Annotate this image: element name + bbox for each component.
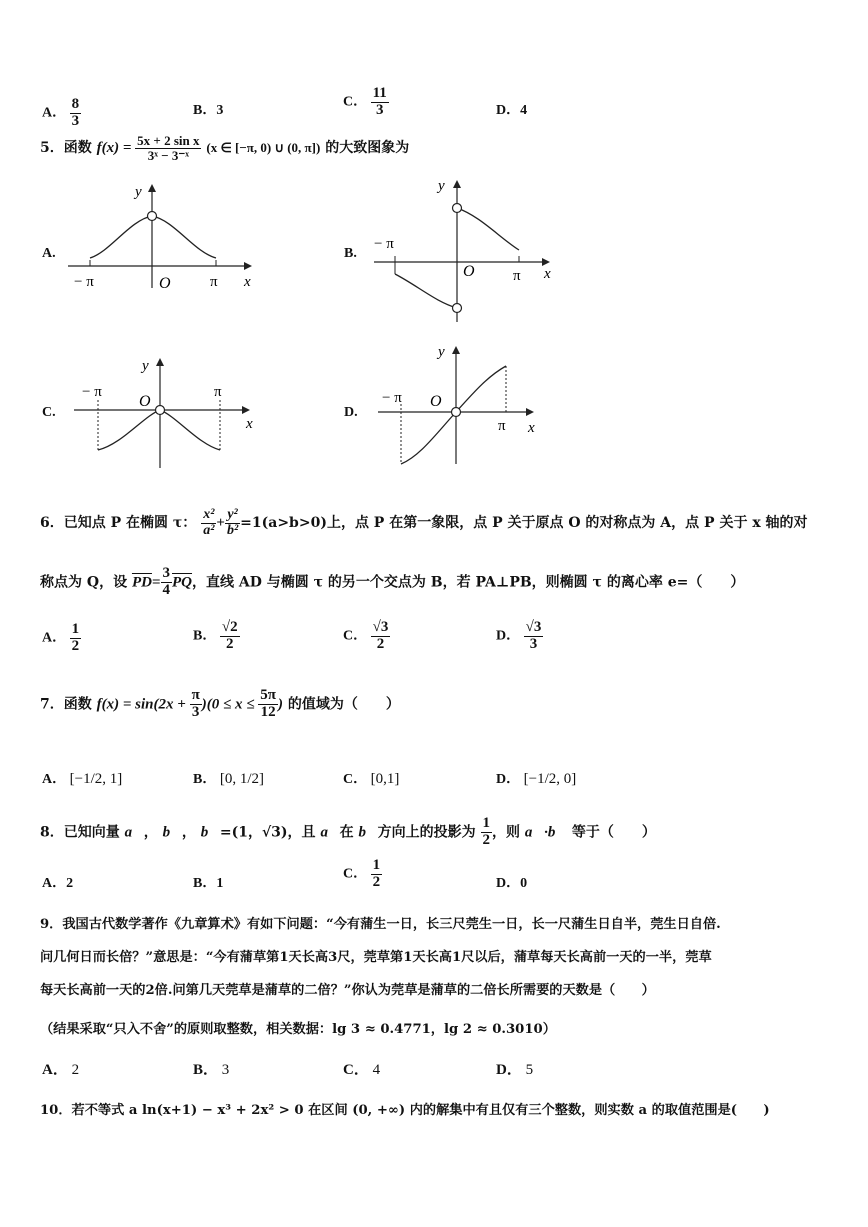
open-point — [156, 406, 165, 415]
q4-option-a[interactable]: A． $\frac{8}{3}$ — [42, 96, 80, 129]
q7-option-a[interactable]: A． [−1/2, 1] — [42, 771, 123, 787]
q9-option-d[interactable]: D． 5 — [496, 1062, 534, 1078]
q8-option-b[interactable]: B．1 — [193, 876, 224, 891]
q7-option-b[interactable]: B． [0, 1/2] — [193, 771, 265, 787]
label-origin: O — [159, 275, 171, 292]
q9-option-b[interactable]: B． 3 — [193, 1062, 230, 1078]
x-axis-arrow — [526, 408, 534, 416]
q9-line3: 每天长高前一天的2倍.问第几天莞草是蒲草的二倍？”你认为莞草是蒲草的二倍长所需要的天数是（ ） — [40, 983, 655, 998]
vector-pq: $\overline{PQ}$ — [172, 574, 193, 591]
q6-line2: 称点为 Q，设 $\overline{PD}=$ $\frac{3}{4}$ $\overline{PQ}$，直线 AD 与椭圆 τ 的另一个交点为 B，若 PA⊥PB，则椭圆 τ 的离心率 e=（ ） — [40, 565, 745, 598]
x-axis-arrow — [242, 406, 250, 414]
q6-ellipse-term2: $\frac{\text{y²}}{\text{b²}}$ — [226, 507, 239, 538]
curve-left — [395, 274, 457, 308]
q4-option-a-fraction: $\frac{8}{3}$ — [71, 96, 80, 129]
label-y: y — [438, 344, 445, 360]
vector-b-3: b⃗ — [358, 824, 378, 841]
y-axis-arrow — [453, 180, 461, 188]
x-axis-arrow — [244, 262, 252, 270]
label-pi: π — [214, 384, 222, 400]
q6-option-c-fraction: $\frac{√3}{2}$ — [372, 619, 389, 652]
q5-graph-a-label[interactable]: A. — [42, 246, 56, 261]
label-y: y — [135, 184, 142, 200]
q5-graph-b-label[interactable]: B. — [344, 246, 357, 261]
q5-graph-d[interactable] — [370, 338, 550, 466]
q6-line1: 6．已知点 P 在椭圆 τ： $\frac{\text{x²}}{\text{a²}}$ + $\frac{\text{y²}}{\text{b²}}$ =1(a>b>0)上，点 P 在第一象限，点 P 关于原点 O 的对称点为 A，点 P 关于 x 轴的对 — [40, 507, 808, 538]
label-pi: π — [210, 274, 218, 290]
q9-line2: 问几何日而长倍？”意思是：“今有蒲草第1天长高3尺，莞草第1天长高1尺以后，蒲草每天长高前一天的一半，莞草 — [40, 950, 712, 965]
q7-option-d[interactable]: D． [−1/2, 0] — [496, 771, 577, 787]
label-neg-pi: − π — [382, 390, 402, 406]
q7-pi-over-3: $\frac{\pi}{3}$ — [191, 687, 200, 720]
y-axis-arrow — [156, 358, 164, 366]
q8-option-c-fraction: $\frac{1}{2}$ — [372, 857, 381, 890]
q4-option-c[interactable]: C． $\frac{11}{3}$ — [343, 85, 387, 118]
q5-graph-d-label[interactable]: D. — [344, 405, 358, 420]
y-axis-arrow — [148, 184, 156, 192]
q6-ellipse-term1: $\frac{\text{x²}}{\text{a²}}$ — [203, 507, 215, 538]
q7-option-c[interactable]: C． [0,1] — [343, 771, 400, 787]
q10-stem: 10．若不等式 a ln(x+1) − x³ + 2x² > 0 在区间 (0, +∞) 内的解集中有且仅有三个整数，则实数 a 的取值范围是( ) — [40, 1103, 770, 1118]
q7-5pi-over-12: $\frac{5\pi}{12}$ — [260, 687, 276, 720]
q6-option-d[interactable]: D． $\frac{√3}{3}$ — [496, 619, 542, 652]
q8-projection: $\frac{1}{2}$ — [482, 815, 491, 848]
q5-graph-a[interactable] — [60, 176, 270, 296]
q5-graph-c-label[interactable]: C. — [42, 405, 56, 420]
q6-option-d-fraction: $\frac{√3}{3}$ — [525, 619, 542, 652]
curve — [98, 410, 220, 450]
y-axis-arrow — [452, 346, 460, 354]
label-origin: O — [430, 393, 442, 410]
label-origin: O — [463, 263, 475, 280]
label-pi: π — [513, 268, 521, 284]
label-x: x — [246, 416, 253, 432]
q6-option-b-fraction: $\frac{√2}{2}$ — [221, 619, 238, 652]
vector-b-2: b⃗ — [200, 824, 220, 841]
label-neg-pi: − π — [74, 274, 94, 290]
q6-option-a[interactable]: A． $\frac{1}{2}$ — [42, 621, 80, 654]
dot-product: a⃗·b⃗ — [524, 824, 567, 841]
q5-graph-b[interactable] — [360, 172, 560, 324]
x-axis-arrow — [542, 258, 550, 266]
q7-stem: 7．函数 f(x) = sin(2x + $\frac{\pi}{3}$ )(0 ≤ x ≤ $\frac{5\pi}{12}$ ) 的值域为（ ） — [40, 687, 400, 720]
q6-option-c[interactable]: C． $\frac{√3}{2}$ — [343, 619, 389, 652]
q5-stem: 5．函数 f(x) = $\frac{\text{5x + 2 sin x}}{\text{3ˣ − 3⁻ˣ}}$ (x ∈ [−π, 0) ∪ (0, π]) 的大致图象为 — [40, 133, 410, 163]
q9-line4: （结果采取“只入不舍”的原则取整数，相关数据：lg 3 ≈ 0.4771，lg 2 ≈ 0.3010） — [40, 1022, 556, 1037]
open-point — [452, 408, 461, 417]
label-neg-pi: − π — [374, 236, 394, 252]
curve — [90, 216, 216, 258]
label-x: x — [528, 420, 535, 436]
q8-stem: 8．已知向量 a⃗， b⃗， b⃗=(1，√3)，且 a⃗在 b⃗方向上的投影为 $\frac{1}{2}$ ，则 a⃗·b⃗ 等于（ ） — [40, 815, 656, 848]
q9-option-a[interactable]: A． 2 — [42, 1062, 80, 1078]
open-point — [148, 212, 157, 221]
vector-a: a⃗ — [124, 824, 144, 841]
q4-option-b[interactable]: B．3 — [193, 103, 224, 118]
q5-graph-c[interactable] — [60, 350, 270, 470]
q6-coefficient: $\frac{3}{4}$ — [162, 565, 171, 598]
q4-option-d[interactable]: D．4 — [496, 103, 528, 118]
q8-option-a[interactable]: A．2 — [42, 876, 74, 891]
q5-fraction: $\frac{\text{5x + 2 sin x}}{\text{3ˣ − 3⁻ˣ}}$ — [137, 133, 200, 163]
label-x: x — [244, 274, 251, 290]
label-neg-pi: − π — [82, 384, 102, 400]
q6-option-b[interactable]: B． $\frac{√2}{2}$ — [193, 619, 238, 652]
label-origin: O — [139, 393, 151, 410]
q6-option-a-fraction: $\frac{1}{2}$ — [71, 621, 80, 654]
vector-pd: $\overline{PD}$ — [131, 574, 152, 591]
q8-option-c[interactable]: C． $\frac{1}{2}$ — [343, 857, 381, 890]
curve-right — [457, 208, 519, 250]
q8-option-d[interactable]: D．0 — [496, 876, 528, 891]
q4-option-c-fraction: $\frac{11}{3}$ — [372, 85, 387, 118]
vector-a-2: a⃗ — [320, 824, 340, 841]
vector-b: b⃗ — [162, 824, 182, 841]
label-y: y — [438, 178, 445, 194]
label-y: y — [142, 358, 149, 374]
label-pi: π — [498, 418, 506, 434]
q9-line1: 9．我国古代数学著作《九章算术》有如下问题：“今有蒲生一日，长三尺莞生一日，长一尺蒲生日自半，莞生日自倍. — [40, 917, 721, 932]
open-point-bottom — [453, 304, 462, 313]
label-x: x — [544, 266, 551, 282]
q9-option-c[interactable]: C． 4 — [343, 1062, 381, 1078]
open-point-top — [453, 204, 462, 213]
